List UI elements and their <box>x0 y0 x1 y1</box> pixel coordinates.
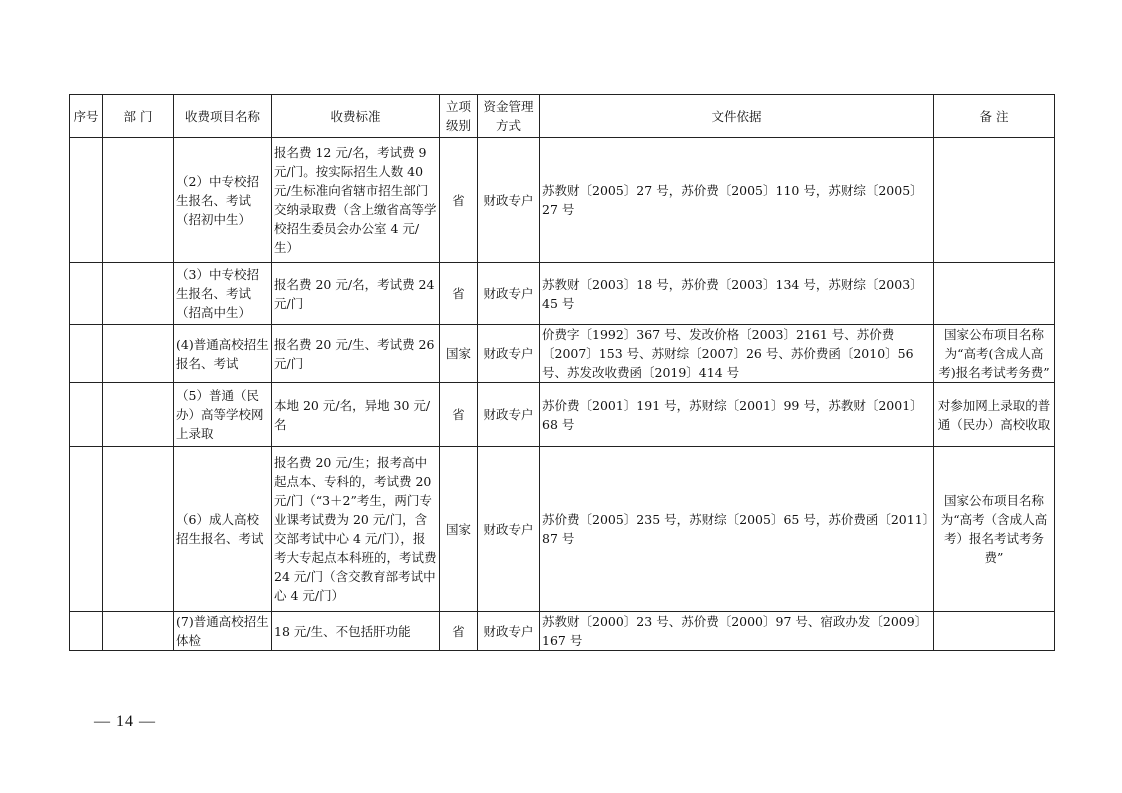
cell-fund: 财政专户 <box>478 138 540 263</box>
table-row <box>70 447 1055 612</box>
cell-fund: 财政专户 <box>478 383 540 447</box>
header-fund: 资金管理方式 <box>478 95 540 138</box>
cell-level: 省 <box>440 383 478 447</box>
header-row <box>70 95 1055 138</box>
cell-standard: 18 元/生、不包括肝功能 <box>272 612 440 651</box>
fee-table <box>69 94 1055 651</box>
cell-remark <box>934 263 1055 325</box>
cell-basis: 价费字〔1992〕367 号、发改价格〔2003〕2161 号、苏价费〔2007〕153 号、苏财综〔2007〕26 号、苏价费函〔2010〕56 号、苏发改收费函〔2019〕414 号 <box>540 325 934 383</box>
cell-level: 国家 <box>440 447 478 612</box>
cell-remark: 国家公布项目名称为“高考（含成人高考）报名考试考务费” <box>934 447 1055 612</box>
header-standard: 收费标准 <box>272 95 440 138</box>
cell-seq <box>70 325 103 383</box>
cell-dept <box>103 612 174 651</box>
cell-item: (4)普通高校招生报名、考试 <box>174 325 272 383</box>
cell-standard: 报名费 20 元/名，考试费 24 元/门 <box>272 263 440 325</box>
cell-remark: 国家公布项目名称为“高考(含成人高考)报名考试考务费” <box>934 325 1055 383</box>
table-row <box>70 383 1055 447</box>
cell-level: 国家 <box>440 325 478 383</box>
table-row <box>70 263 1055 325</box>
cell-fund: 财政专户 <box>478 612 540 651</box>
cell-standard: 报名费 20 元/生；报考高中起点本、专科的，考试费 20 元/门（“3＋2”考生，两门专业课考试费为 20 元/门，含交部考试中心 4 元/门），报考大专起点本科班的，考试费 24 元/门（含交教育部考试中心 4 元/门） <box>272 447 440 612</box>
cell-dept <box>103 263 174 325</box>
header-dept: 部 门 <box>103 95 174 138</box>
cell-dept <box>103 138 174 263</box>
cell-item: （5）普通（民办）高等学校网上录取 <box>174 383 272 447</box>
cell-item: （2）中专校招生报名、考试（招初中生） <box>174 138 272 263</box>
table-row <box>70 612 1055 651</box>
cell-standard: 报名费 20 元/生、考试费 26 元/门 <box>272 325 440 383</box>
cell-fund: 财政专户 <box>478 447 540 612</box>
header-remark: 备 注 <box>934 95 1055 138</box>
cell-level: 省 <box>440 263 478 325</box>
cell-seq <box>70 383 103 447</box>
cell-standard: 本地 20 元/名，异地 30 元/名 <box>272 383 440 447</box>
cell-remark: 对参加网上录取的普通（民办）高校收取 <box>934 383 1055 447</box>
cell-item: （6）成人高校招生报名、考试 <box>174 447 272 612</box>
cell-seq <box>70 447 103 612</box>
cell-seq <box>70 612 103 651</box>
cell-dept <box>103 325 174 383</box>
cell-dept <box>103 383 174 447</box>
header-item: 收费项目名称 <box>174 95 272 138</box>
cell-fund: 财政专户 <box>478 263 540 325</box>
cell-dept <box>103 447 174 612</box>
cell-basis: 苏教财〔2005〕27 号，苏价费〔2005〕110 号，苏财综〔2005〕27 号 <box>540 138 934 263</box>
cell-level: 省 <box>440 612 478 651</box>
cell-remark <box>934 138 1055 263</box>
header-seq: 序号 <box>70 95 103 138</box>
cell-basis: 苏价费〔2005〕235 号，苏财综〔2005〕65 号，苏价费函〔2011〕87 号 <box>540 447 934 612</box>
cell-seq <box>70 138 103 263</box>
header-level: 立项级别 <box>440 95 478 138</box>
cell-level: 省 <box>440 138 478 263</box>
table-row <box>70 138 1055 263</box>
cell-item: （3）中专校招生报名、考试（招高中生） <box>174 263 272 325</box>
cell-basis: 苏价费〔2001〕191 号，苏财综〔2001〕99 号，苏教财〔2001〕68 号 <box>540 383 934 447</box>
table-row <box>70 325 1055 383</box>
cell-basis: 苏教财〔2003〕18 号，苏价费〔2003〕134 号，苏财综〔2003〕45 号 <box>540 263 934 325</box>
cell-item: (7)普通高校招生体检 <box>174 612 272 651</box>
cell-basis: 苏教财〔2000〕23 号、苏价费〔2000〕97 号、宿政办发〔2009〕167 号 <box>540 612 934 651</box>
cell-seq <box>70 263 103 325</box>
header-basis: 文件依据 <box>540 95 934 138</box>
cell-remark <box>934 612 1055 651</box>
page-number: — 14 — <box>94 713 156 730</box>
cell-standard: 报名费 12 元/名，考试费 9 元/门。按实际招生人数 40 元/生标准向省辖市招生部门交纳录取费（含上缴省高等学校招生委员会办公室 4 元/生） <box>272 138 440 263</box>
cell-fund: 财政专户 <box>478 325 540 383</box>
